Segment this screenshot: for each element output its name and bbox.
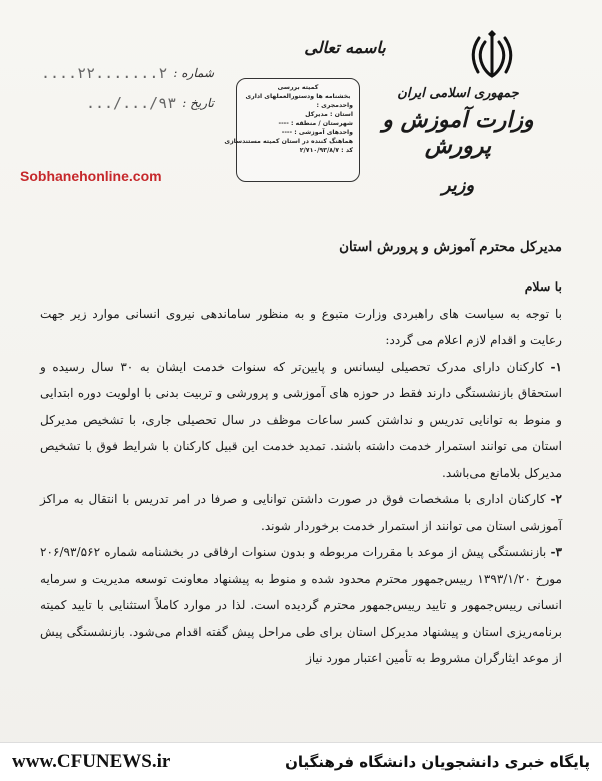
stamp-line: استان : مدیرکل [305,111,353,118]
letterhead [358,86,558,196]
stamp-line: واحدهای آموزشی : ---- [281,129,353,136]
iran-emblem-icon [468,30,516,82]
stamp-line: هماهنگ کننده در استان کمیته مستندسازی [224,138,353,145]
number-value: ۲.......۲۲.... [40,64,168,82]
list-item [40,539,562,672]
stamp-line: واحدمجری : [316,102,353,109]
item-text: کارکنان اداری با مشخصات فوق در صورت داشتن توانایی و صرفا در امر تدریس با انتقال به مراکز آموزشی استان می توانند از استمرار خدمت برخوردار شوند. [40,492,562,533]
salutation: با سلام [524,279,562,294]
item-text: کارکنان دارای مدرک تحصیلی لیسانس و پایین‌تر که سنوات خدمت ایشان به ۳۰ سال رسیده و استحقاق بازنشستگی دارند فقط در حوزه های آموزشی و پرورشی و تربیت بدنی با اولویت دوره ابتدایی و منوط به توانایی تدریس و نداشتن کسر ساعات موظف در سال تحصیلی جاری، با تشخیص مدیرکل استان می توانند استمرار خدمت داشته باشند. تمدید خدمت این قبیل کارکنان با شرایط فوق با تشخیص مدیرکل بلامانع می‌باشد. [40,359,562,480]
minister-title: وزیر [441,175,475,196]
item-number: ۲- [550,492,562,506]
letter-meta [14,58,214,118]
basmala: باسمه تعالی [304,38,386,57]
stamp-title: کمیته بررسی [277,84,319,91]
ministry-title: وزارت آموزش و پرورش [382,107,534,159]
stamp-subtitle: بخشنامه ها ودستورالعملهای اداری [245,93,351,100]
item-number: ۳- [550,545,562,559]
footer-site-name: پایگاه خبری دانشجویان دانشگاه فرهنگیان [285,753,590,771]
number-label: شماره : [173,66,214,80]
date-row [14,88,214,118]
review-committee-stamp [224,78,360,182]
watermark: Sobhanehonline.com [20,168,162,184]
footer-banner [0,742,602,781]
number-row [14,58,214,88]
list-item [40,354,562,487]
republic-title: جمهوری اسلامی ایران [397,86,519,101]
date-label: تاریخ : [182,96,214,110]
date-value: ۹۳/.../... [85,94,177,112]
letter-body [40,232,562,672]
footer-site-link[interactable]: www.CFUNEWS.ir [12,751,171,772]
intro-paragraph: با توجه به سیاست های راهبردی وزارت متبوع و به منظور ساماندهی نیروی انسانی موارد زیر جهت رعایت و اقدام لازم اعلام می گردد: [40,306,562,347]
stamp-line: شهرستان / منطقه : ---- [278,120,353,127]
stamp-line: کد : ۲/۷۱۰/۹۳/۸/۷ [299,147,353,154]
addressee: مدیرکل محترم آموزش و پرورش استان [339,239,562,255]
item-number: ۱- [550,359,562,374]
item-text: بازنشستگی پیش از موعد با مقررات مربوطه و بدون سنوات ارفاقی در بخشنامه شماره ۲۰۶/۹۳/۵۶۲ مورخ ۱۳۹۳/۱/۲۰ ریيس‌جمهور محترم محدود شده و منوط به پیشنهاد معاونت توسعه مدیریت و سرمایه انسانی ریيس‌جمهور و تایید ریيس‌جمهور محترم گردیده است. لذا در موارد کاملاً استثنایی با تایید کمیته برنامه‌ریزی استان و پیشنهاد مدیرکل استان برای طی مراحل پیش گفته اقدام می‌شود. بازنشستگی پیش از موعد ایثارگران مشروط به تأمین اعتبار مورد نیاز [40,545,563,665]
list-item [40,486,562,539]
